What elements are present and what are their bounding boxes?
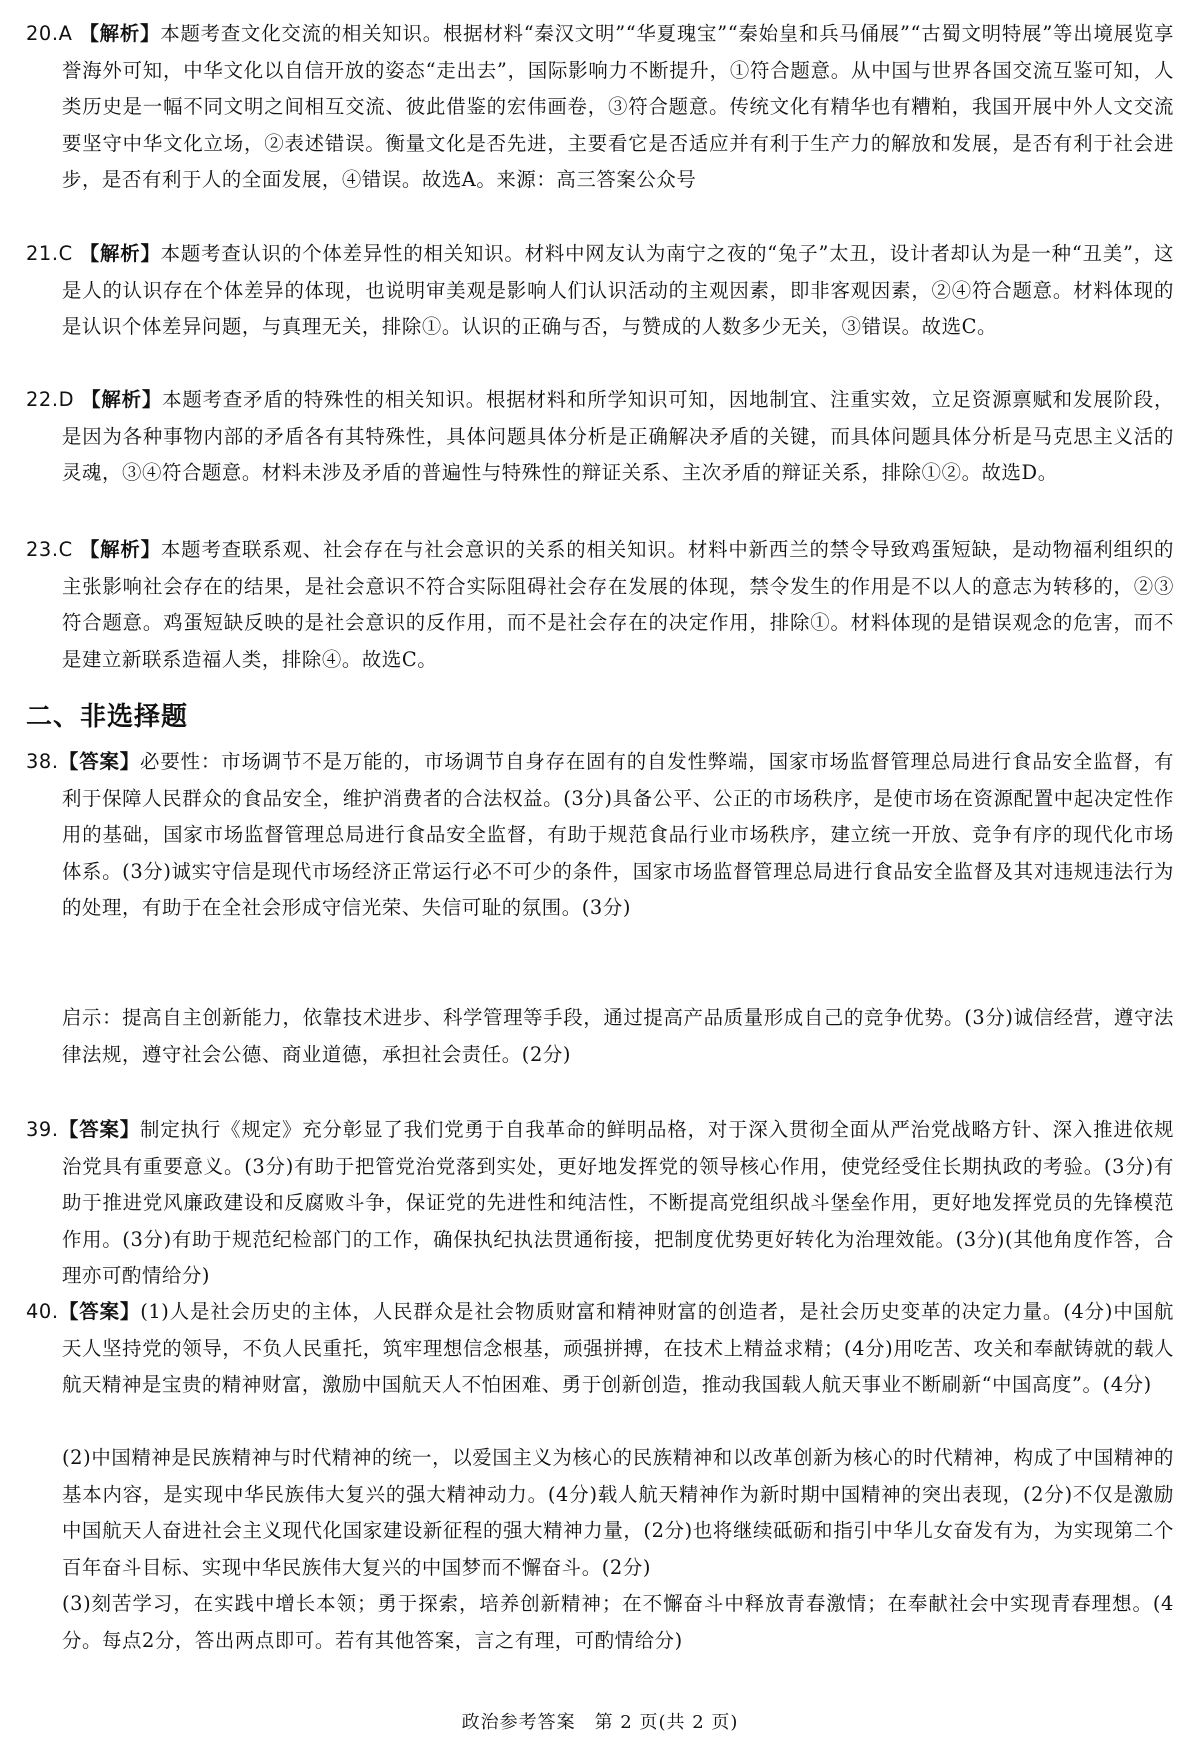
analysis-text: 本题考查认识的个体差异性的相关知识。材料中网友认为南宁之夜的“兔子”太丑，设计者却认为是一种“丑美”，这是人的认识存在个体差异的体现，也说明审美观是影响人们认识活动的主观因素，即非客观因素，②④符合题意。材料体现的是认识个体差异问题，与真理无关，排除①。认识的正确与否，与赞成的人数多少无关，③错误。故选C。 <box>62 242 1174 338</box>
question-number: 40. <box>26 1300 59 1323</box>
answer-text: 制定执行《规定》充分彰显了我们党勇于自我革命的鲜明品格，对于深入贯彻全面从严治党战略方针、深入推进依规治党具有重要意义。(3分)有助于把管党治党落到实处，更好地发挥党的领导核心作用，使党经受住长期执政的考验。(3分)有助于推进党风廉政建设和反腐败斗争，保证党的先进性和纯洁性，不断提高党组织战斗堡垒作用，更好地发挥党员的先锋模范作用。(3分)有助于规范纪检部门的工作，确保执纪执法贯通衔接，把制度优势更好转化为治理效能。(3分)(其他角度作答，合理亦可酌情给分) <box>62 1118 1174 1287</box>
answer-text: 必要性：市场调节不是万能的，市场调节自身存在固有的自发性弊端，国家市场监督管理总局进行食品安全监督，有利于保障人民群众的食品安全，维护消费者的合法权益。(3分)具备公平、公正的市场秩序，是使市场在资源配置中起决定性作用的基础，国家市场监督管理总局进行食品安全监督，有助于规范食品行业市场秩序，建立统一开放、竞争有序的现代化市场体系。(3分)诚实守信是现代市场经济正常运行必不可少的条件，国家市场监督管理总局进行食品安全监督及其对违规违法行为的处理，有助于在全社会形成守信光荣、失信可耻的氛围。(3分) <box>62 750 1174 919</box>
answer-40-part2: (2)中国精神是民族精神与时代精神的统一，以爱国主义为核心的民族精神和以改革创新为核心的时代精神，构成了中国精神的基本内容，是实现中华民族伟大复兴的强大精神动力。(4分)载人航天精神作为新时期中国精神的突出表现，(2分)不仅是激励中国航天人奋进社会主义现代化国家建设新征程的强大精神力量，(2分)也将继续砥砺和指引中华儿女奋发有为，为实现第二个百年奋斗目标、实现中华民族伟大复兴的中国梦而不懈奋斗。(2分) <box>62 1446 1174 1579</box>
answer-tag: 【答案】 <box>58 1118 141 1141</box>
answer-40-part3: (3)刻苦学习，在实践中增长本领；勇于探索，培养创新精神；在不懈奋斗中释放青春激情；在奉献社会中实现青春理想。(4分。每点2分，答出两点即可。若有其他答案，言之有理，可酌情给分) <box>62 1592 1174 1652</box>
answer-item-40 <box>26 1294 1174 1404</box>
answer-item-20 <box>26 16 1174 199</box>
answer-tag: 【答案】 <box>58 750 141 773</box>
answer-38-insight: 启示：提高自主创新能力，依靠技术进步、科学管理等手段，通过提高产品质量形成自己的竞争优势。(3分)诚信经营，遵守法律法规，遵守社会公德、商业道德，承担社会责任。(2分) <box>62 1006 1174 1066</box>
analysis-tag: 【解析】 <box>79 22 161 45</box>
analysis-text: 本题考查矛盾的特殊性的相关知识。根据材料和所学知识可知，因地制宜、注重实效，立足资源禀赋和发展阶段，是因为各种事物内部的矛盾各有其特殊性，具体问题具体分析是正确解决矛盾的关键，而具体问题具体分析是马克思主义活的灵魂，③④符合题意。材料未涉及矛盾的普遍性与特殊性的辩证关系、主次矛盾的辩证关系，排除①②。故选D。 <box>62 388 1174 484</box>
question-number: 20.A <box>26 22 73 45</box>
answer-item-23 <box>26 532 1174 678</box>
question-number: 21.C <box>26 242 73 265</box>
analysis-tag: 【解析】 <box>81 388 163 411</box>
answer-tag: 【答案】 <box>58 1300 141 1323</box>
section-title: 二、非选择题 <box>26 702 189 732</box>
answer-item-21 <box>26 236 1174 346</box>
page-footer: 政治参考答案 第 2 页(共 2 页) <box>461 1712 739 1733</box>
analysis-tag: 【解析】 <box>79 242 161 265</box>
analysis-tag: 【解析】 <box>79 538 161 561</box>
question-number: 23.C <box>26 538 73 561</box>
question-number: 39. <box>26 1118 59 1141</box>
question-number: 38. <box>26 750 59 773</box>
answer-text-part1: (1)人是社会历史的主体，人民群众是社会物质财富和精神财富的创造者，是社会历史变革的决定力量。(4分)中国航天人坚持党的领导，不负人民重托，筑牢理想信念根基，顽强拼搏，在技术上精益求精；(4分)用吃苦、攻关和奉献铸就的载人航天精神是宝贵的精神财富，激励中国航天人不怕困难、勇于创新创造，推动我国载人航天事业不断刷新“中国高度”。(4分) <box>62 1300 1174 1396</box>
analysis-text: 本题考查文化交流的相关知识。根据材料“秦汉文明”“华夏瑰宝”“秦始皇和兵马俑展”“古蜀文明特展”等出境展览享誉海外可知，中华文化以自信开放的姿态“走出去”，国际影响力不断提升，①符合题意。从中国与世界各国交流互鉴可知，人类历史是一幅不同文明之间相互交流、彼此借鉴的宏伟画卷，③符合题意。传统文化有精华也有糟粕，我国开展中外人文交流要坚守中华文化立场，②表述错误。衡量文化是否先进，主要看它是否适应并有利于生产力的解放和发展，是否有利于社会进步，是否有利于人的全面发展，④错误。故选A。 <box>62 22 1175 191</box>
source-note: 来源：高三答案公众号 <box>496 168 697 191</box>
answer-item-22 <box>26 382 1174 492</box>
analysis-text: 本题考查联系观、社会存在与社会意识的关系的相关知识。材料中新西兰的禁令导致鸡蛋短缺，是动物福利组织的主张影响社会存在的结果，是社会意识不符合实际阻碍社会存在发展的体现，禁令发生的作用是不以人的意志为转移的，②③符合题意。鸡蛋短缺反映的是社会意识的反作用，而不是社会存在的决定作用，排除①。材料体现的是错误观念的危害，而不是建立新联系造福人类，排除④。故选C。 <box>62 538 1175 671</box>
answer-item-39 <box>26 1112 1174 1295</box>
answer-item-38 <box>26 744 1174 927</box>
question-number: 22.D <box>26 388 75 411</box>
